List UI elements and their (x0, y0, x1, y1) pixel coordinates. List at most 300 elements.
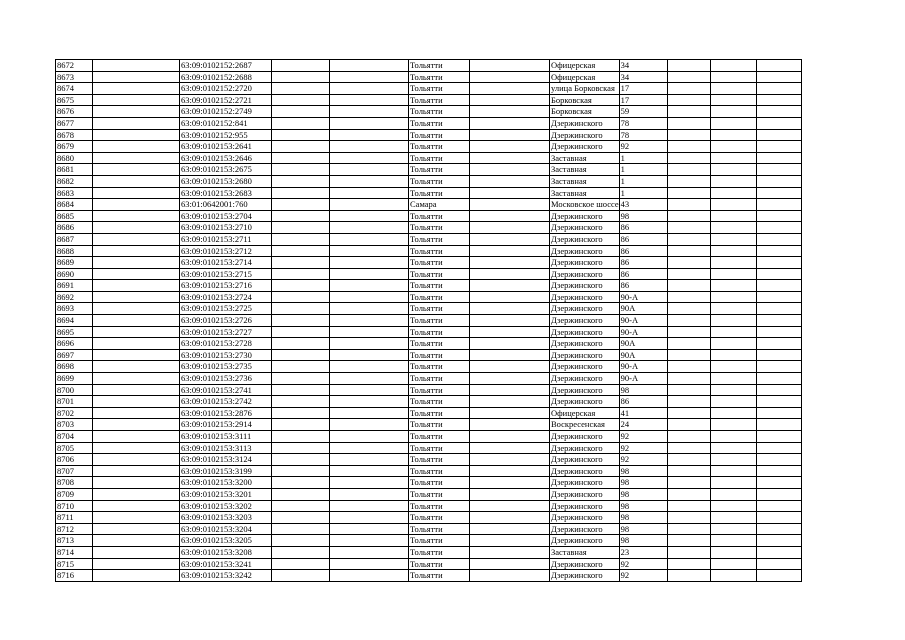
empty-cell (330, 280, 409, 292)
empty-cell (756, 222, 801, 234)
empty-cell (710, 129, 756, 141)
city-cell: Тольятти (409, 431, 470, 443)
cadastral-number-cell: 63:09:0102153:2726 (180, 315, 272, 327)
table-row (56, 245, 802, 257)
empty-cell (272, 315, 330, 327)
house-number-cell: 90-А (619, 326, 667, 338)
row-number-cell: 8683 (56, 187, 93, 199)
cadastral-number-cell: 63:09:0102153:2714 (180, 257, 272, 269)
empty-cell (710, 546, 756, 558)
empty-cell (93, 546, 180, 558)
table-row (56, 361, 802, 373)
empty-cell (710, 488, 756, 500)
empty-cell (330, 257, 409, 269)
empty-cell (756, 512, 801, 524)
empty-cell (756, 338, 801, 350)
empty-cell (93, 500, 180, 512)
empty-cell (756, 373, 801, 385)
street-cell: Дзержинского (550, 373, 620, 385)
row-number-cell: 8687 (56, 233, 93, 245)
empty-cell (710, 71, 756, 83)
street-cell: Дзержинского (550, 558, 620, 570)
house-number-cell: 92 (619, 454, 667, 466)
table-row (56, 535, 802, 547)
house-number-cell: 78 (619, 117, 667, 129)
empty-cell (667, 361, 710, 373)
house-number-cell: 90А (619, 338, 667, 350)
city-cell: Тольятти (409, 268, 470, 280)
empty-cell (330, 94, 409, 106)
cadastral-number-cell: 63:01:0642001:760 (180, 199, 272, 211)
city-cell: Тольятти (409, 187, 470, 199)
street-cell: Дзержинского (550, 141, 620, 153)
empty-cell (93, 361, 180, 373)
street-cell: Офицерская (550, 60, 620, 72)
street-cell: Дзержинского (550, 384, 620, 396)
city-cell: Тольятти (409, 488, 470, 500)
street-cell: Заставная (550, 175, 620, 187)
empty-cell (330, 315, 409, 327)
cadastral-number-cell: 63:09:0102153:3124 (180, 454, 272, 466)
street-cell: Дзержинского (550, 500, 620, 512)
table-row (56, 419, 802, 431)
empty-cell (470, 407, 550, 419)
house-number-cell: 92 (619, 442, 667, 454)
table-row (56, 523, 802, 535)
empty-cell (93, 187, 180, 199)
empty-cell (93, 431, 180, 443)
cadastral-number-cell: 63:09:0102153:3199 (180, 465, 272, 477)
cadastral-number-cell: 63:09:0102153:3111 (180, 431, 272, 443)
empty-cell (470, 210, 550, 222)
empty-cell (330, 210, 409, 222)
street-cell: Дзержинского (550, 315, 620, 327)
cadastral-number-cell: 63:09:0102153:2680 (180, 175, 272, 187)
city-cell: Тольятти (409, 442, 470, 454)
empty-cell (272, 164, 330, 176)
empty-cell (93, 245, 180, 257)
row-number-cell: 8701 (56, 396, 93, 408)
cadastral-number-cell: 63:09:0102153:2641 (180, 141, 272, 153)
empty-cell (470, 233, 550, 245)
city-cell: Тольятти (409, 233, 470, 245)
empty-cell (330, 407, 409, 419)
empty-cell (756, 199, 801, 211)
city-cell: Тольятти (409, 523, 470, 535)
street-cell: Дзержинского (550, 117, 620, 129)
empty-cell (710, 83, 756, 95)
empty-cell (470, 558, 550, 570)
street-cell: Дзержинского (550, 454, 620, 466)
street-cell: Борковская (550, 94, 620, 106)
table-row (56, 268, 802, 280)
house-number-cell: 86 (619, 280, 667, 292)
city-cell: Тольятти (409, 210, 470, 222)
empty-cell (272, 83, 330, 95)
empty-cell (470, 222, 550, 234)
cadastral-number-cell: 63:09:0102152:2720 (180, 83, 272, 95)
house-number-cell: 34 (619, 60, 667, 72)
empty-cell (330, 465, 409, 477)
empty-cell (667, 245, 710, 257)
row-number-cell: 8699 (56, 373, 93, 385)
empty-cell (470, 442, 550, 454)
table-row (56, 558, 802, 570)
table-row (56, 83, 802, 95)
empty-cell (330, 442, 409, 454)
house-number-cell: 92 (619, 141, 667, 153)
empty-cell (93, 373, 180, 385)
empty-cell (756, 83, 801, 95)
empty-cell (710, 164, 756, 176)
empty-cell (272, 419, 330, 431)
house-number-cell: 90-А (619, 373, 667, 385)
empty-cell (756, 60, 801, 72)
empty-cell (272, 71, 330, 83)
empty-cell (330, 373, 409, 385)
table-row (56, 349, 802, 361)
empty-cell (272, 512, 330, 524)
street-cell: Офицерская (550, 71, 620, 83)
cadastral-number-cell: 63:09:0102153:2710 (180, 222, 272, 234)
empty-cell (470, 152, 550, 164)
row-number-cell: 8715 (56, 558, 93, 570)
table-row (56, 442, 802, 454)
row-number-cell: 8680 (56, 152, 93, 164)
empty-cell (710, 326, 756, 338)
empty-cell (330, 488, 409, 500)
empty-cell (470, 280, 550, 292)
house-number-cell: 98 (619, 500, 667, 512)
empty-cell (756, 315, 801, 327)
city-cell: Тольятти (409, 512, 470, 524)
table-row (56, 210, 802, 222)
street-cell: Дзержинского (550, 396, 620, 408)
row-number-cell: 8710 (56, 500, 93, 512)
empty-cell (470, 326, 550, 338)
empty-cell (470, 257, 550, 269)
empty-cell (667, 488, 710, 500)
row-number-cell: 8672 (56, 60, 93, 72)
empty-cell (756, 280, 801, 292)
empty-cell (667, 465, 710, 477)
empty-cell (667, 106, 710, 118)
city-cell: Тольятти (409, 465, 470, 477)
cadastral-number-cell: 63:09:0102153:3201 (180, 488, 272, 500)
empty-cell (470, 419, 550, 431)
cadastral-number-cell: 63:09:0102153:2712 (180, 245, 272, 257)
empty-cell (93, 570, 180, 582)
empty-cell (330, 245, 409, 257)
table-row (56, 117, 802, 129)
city-cell: Тольятти (409, 60, 470, 72)
empty-cell (272, 454, 330, 466)
city-cell: Самара (409, 199, 470, 211)
house-number-cell: 17 (619, 83, 667, 95)
empty-cell (710, 338, 756, 350)
empty-cell (756, 535, 801, 547)
empty-cell (330, 500, 409, 512)
empty-cell (667, 396, 710, 408)
row-number-cell: 8695 (56, 326, 93, 338)
empty-cell (667, 280, 710, 292)
empty-cell (756, 384, 801, 396)
empty-cell (667, 303, 710, 315)
table-body (56, 60, 802, 582)
empty-cell (470, 349, 550, 361)
empty-cell (756, 431, 801, 443)
house-number-cell: 90-А (619, 291, 667, 303)
row-number-cell: 8714 (56, 546, 93, 558)
empty-cell (272, 384, 330, 396)
empty-cell (710, 373, 756, 385)
empty-cell (710, 94, 756, 106)
empty-cell (470, 164, 550, 176)
table-row (56, 315, 802, 327)
empty-cell (470, 361, 550, 373)
empty-cell (667, 117, 710, 129)
street-cell: Дзержинского (550, 431, 620, 443)
empty-cell (710, 535, 756, 547)
empty-cell (330, 129, 409, 141)
empty-cell (710, 500, 756, 512)
empty-cell (93, 338, 180, 350)
street-cell: Дзержинского (550, 535, 620, 547)
empty-cell (272, 570, 330, 582)
empty-cell (710, 199, 756, 211)
empty-cell (93, 326, 180, 338)
table-row (56, 71, 802, 83)
table-row (56, 500, 802, 512)
empty-cell (93, 512, 180, 524)
row-number-cell: 8694 (56, 315, 93, 327)
empty-cell (470, 546, 550, 558)
cadastral-number-cell: 63:09:0102153:3200 (180, 477, 272, 489)
street-cell: Дзержинского (550, 338, 620, 350)
empty-cell (470, 384, 550, 396)
empty-cell (272, 488, 330, 500)
empty-cell (756, 257, 801, 269)
row-number-cell: 8684 (56, 199, 93, 211)
empty-cell (272, 175, 330, 187)
empty-cell (667, 71, 710, 83)
house-number-cell: 98 (619, 523, 667, 535)
table-row (56, 233, 802, 245)
empty-cell (470, 396, 550, 408)
house-number-cell: 23 (619, 546, 667, 558)
empty-cell (756, 152, 801, 164)
house-number-cell: 17 (619, 94, 667, 106)
house-number-cell: 92 (619, 570, 667, 582)
empty-cell (93, 280, 180, 292)
empty-cell (756, 465, 801, 477)
empty-cell (93, 94, 180, 106)
empty-cell (756, 106, 801, 118)
empty-cell (710, 245, 756, 257)
row-number-cell: 8702 (56, 407, 93, 419)
empty-cell (756, 326, 801, 338)
empty-cell (756, 407, 801, 419)
empty-cell (330, 535, 409, 547)
table-row (56, 488, 802, 500)
city-cell: Тольятти (409, 303, 470, 315)
empty-cell (756, 454, 801, 466)
empty-cell (330, 141, 409, 153)
table-row (56, 280, 802, 292)
row-number-cell: 8677 (56, 117, 93, 129)
empty-cell (330, 454, 409, 466)
empty-cell (667, 373, 710, 385)
empty-cell (470, 488, 550, 500)
city-cell: Тольятти (409, 361, 470, 373)
cadastral-number-cell: 63:09:0102153:2711 (180, 233, 272, 245)
city-cell: Тольятти (409, 94, 470, 106)
empty-cell (667, 60, 710, 72)
cadastral-number-cell: 63:09:0102153:2727 (180, 326, 272, 338)
table-row (56, 512, 802, 524)
empty-cell (756, 361, 801, 373)
row-number-cell: 8712 (56, 523, 93, 535)
empty-cell (93, 129, 180, 141)
cadastral-number-cell: 63:09:0102152:841 (180, 117, 272, 129)
empty-cell (667, 187, 710, 199)
empty-cell (667, 233, 710, 245)
empty-cell (710, 303, 756, 315)
empty-cell (710, 268, 756, 280)
city-cell: Тольятти (409, 338, 470, 350)
empty-cell (470, 570, 550, 582)
cadastral-number-cell: 63:09:0102153:2646 (180, 152, 272, 164)
street-cell: Заставная (550, 152, 620, 164)
empty-cell (93, 442, 180, 454)
empty-cell (470, 129, 550, 141)
empty-cell (330, 222, 409, 234)
cadastral-number-cell: 63:09:0102153:2736 (180, 373, 272, 385)
empty-cell (710, 187, 756, 199)
street-cell: Дзержинского (550, 361, 620, 373)
empty-cell (330, 570, 409, 582)
empty-cell (93, 106, 180, 118)
cadastral-number-cell: 63:09:0102153:2728 (180, 338, 272, 350)
cadastral-number-cell: 63:09:0102153:3202 (180, 500, 272, 512)
street-cell: Дзержинского (550, 268, 620, 280)
house-number-cell: 90-А (619, 361, 667, 373)
empty-cell (330, 546, 409, 558)
empty-cell (710, 152, 756, 164)
empty-cell (470, 187, 550, 199)
empty-cell (470, 175, 550, 187)
house-number-cell: 43 (619, 199, 667, 211)
house-number-cell: 1 (619, 175, 667, 187)
cadastral-number-cell: 63:09:0102153:3113 (180, 442, 272, 454)
table-row (56, 303, 802, 315)
city-cell: Тольятти (409, 245, 470, 257)
empty-cell (470, 199, 550, 211)
empty-cell (93, 152, 180, 164)
empty-cell (330, 396, 409, 408)
empty-cell (272, 117, 330, 129)
empty-cell (710, 477, 756, 489)
street-cell: Воскресенская (550, 419, 620, 431)
empty-cell (93, 60, 180, 72)
empty-cell (272, 129, 330, 141)
house-number-cell: 24 (619, 419, 667, 431)
cadastral-number-cell: 63:09:0102153:2735 (180, 361, 272, 373)
empty-cell (272, 349, 330, 361)
empty-cell (756, 477, 801, 489)
empty-cell (272, 396, 330, 408)
empty-cell (667, 500, 710, 512)
house-number-cell: 98 (619, 477, 667, 489)
empty-cell (330, 361, 409, 373)
row-number-cell: 8685 (56, 210, 93, 222)
empty-cell (93, 465, 180, 477)
empty-cell (93, 349, 180, 361)
table-row (56, 222, 802, 234)
street-cell: Дзержинского (550, 233, 620, 245)
empty-cell (470, 141, 550, 153)
cadastral-number-cell: 63:09:0102153:3242 (180, 570, 272, 582)
empty-cell (756, 570, 801, 582)
house-number-cell: 98 (619, 465, 667, 477)
empty-cell (272, 361, 330, 373)
empty-cell (93, 210, 180, 222)
row-number-cell: 8704 (56, 431, 93, 443)
empty-cell (470, 431, 550, 443)
cadastral-number-cell: 63:09:0102153:3208 (180, 546, 272, 558)
empty-cell (93, 291, 180, 303)
empty-cell (272, 303, 330, 315)
empty-cell (756, 349, 801, 361)
empty-cell (756, 210, 801, 222)
empty-cell (330, 106, 409, 118)
row-number-cell: 8682 (56, 175, 93, 187)
empty-cell (710, 523, 756, 535)
empty-cell (330, 558, 409, 570)
empty-cell (756, 175, 801, 187)
empty-cell (710, 349, 756, 361)
street-cell: Дзержинского (550, 326, 620, 338)
row-number-cell: 8709 (56, 488, 93, 500)
empty-cell (710, 60, 756, 72)
empty-cell (710, 222, 756, 234)
empty-cell (667, 268, 710, 280)
empty-cell (330, 175, 409, 187)
house-number-cell: 98 (619, 535, 667, 547)
empty-cell (710, 454, 756, 466)
empty-cell (756, 303, 801, 315)
cadastral-number-cell: 63:09:0102153:2914 (180, 419, 272, 431)
row-number-cell: 8678 (56, 129, 93, 141)
empty-cell (667, 164, 710, 176)
city-cell: Тольятти (409, 71, 470, 83)
table-row (56, 454, 802, 466)
street-cell: Борковская (550, 106, 620, 118)
house-number-cell: 98 (619, 488, 667, 500)
cadastral-number-cell: 63:09:0102152:955 (180, 129, 272, 141)
empty-cell (667, 210, 710, 222)
empty-cell (756, 291, 801, 303)
house-number-cell: 90А (619, 303, 667, 315)
empty-cell (710, 175, 756, 187)
house-number-cell: 90А (619, 349, 667, 361)
empty-cell (710, 396, 756, 408)
city-cell: Тольятти (409, 326, 470, 338)
city-cell: Тольятти (409, 117, 470, 129)
cadastral-number-cell: 63:09:0102152:2721 (180, 94, 272, 106)
cadastral-number-cell: 63:09:0102153:2725 (180, 303, 272, 315)
empty-cell (667, 384, 710, 396)
